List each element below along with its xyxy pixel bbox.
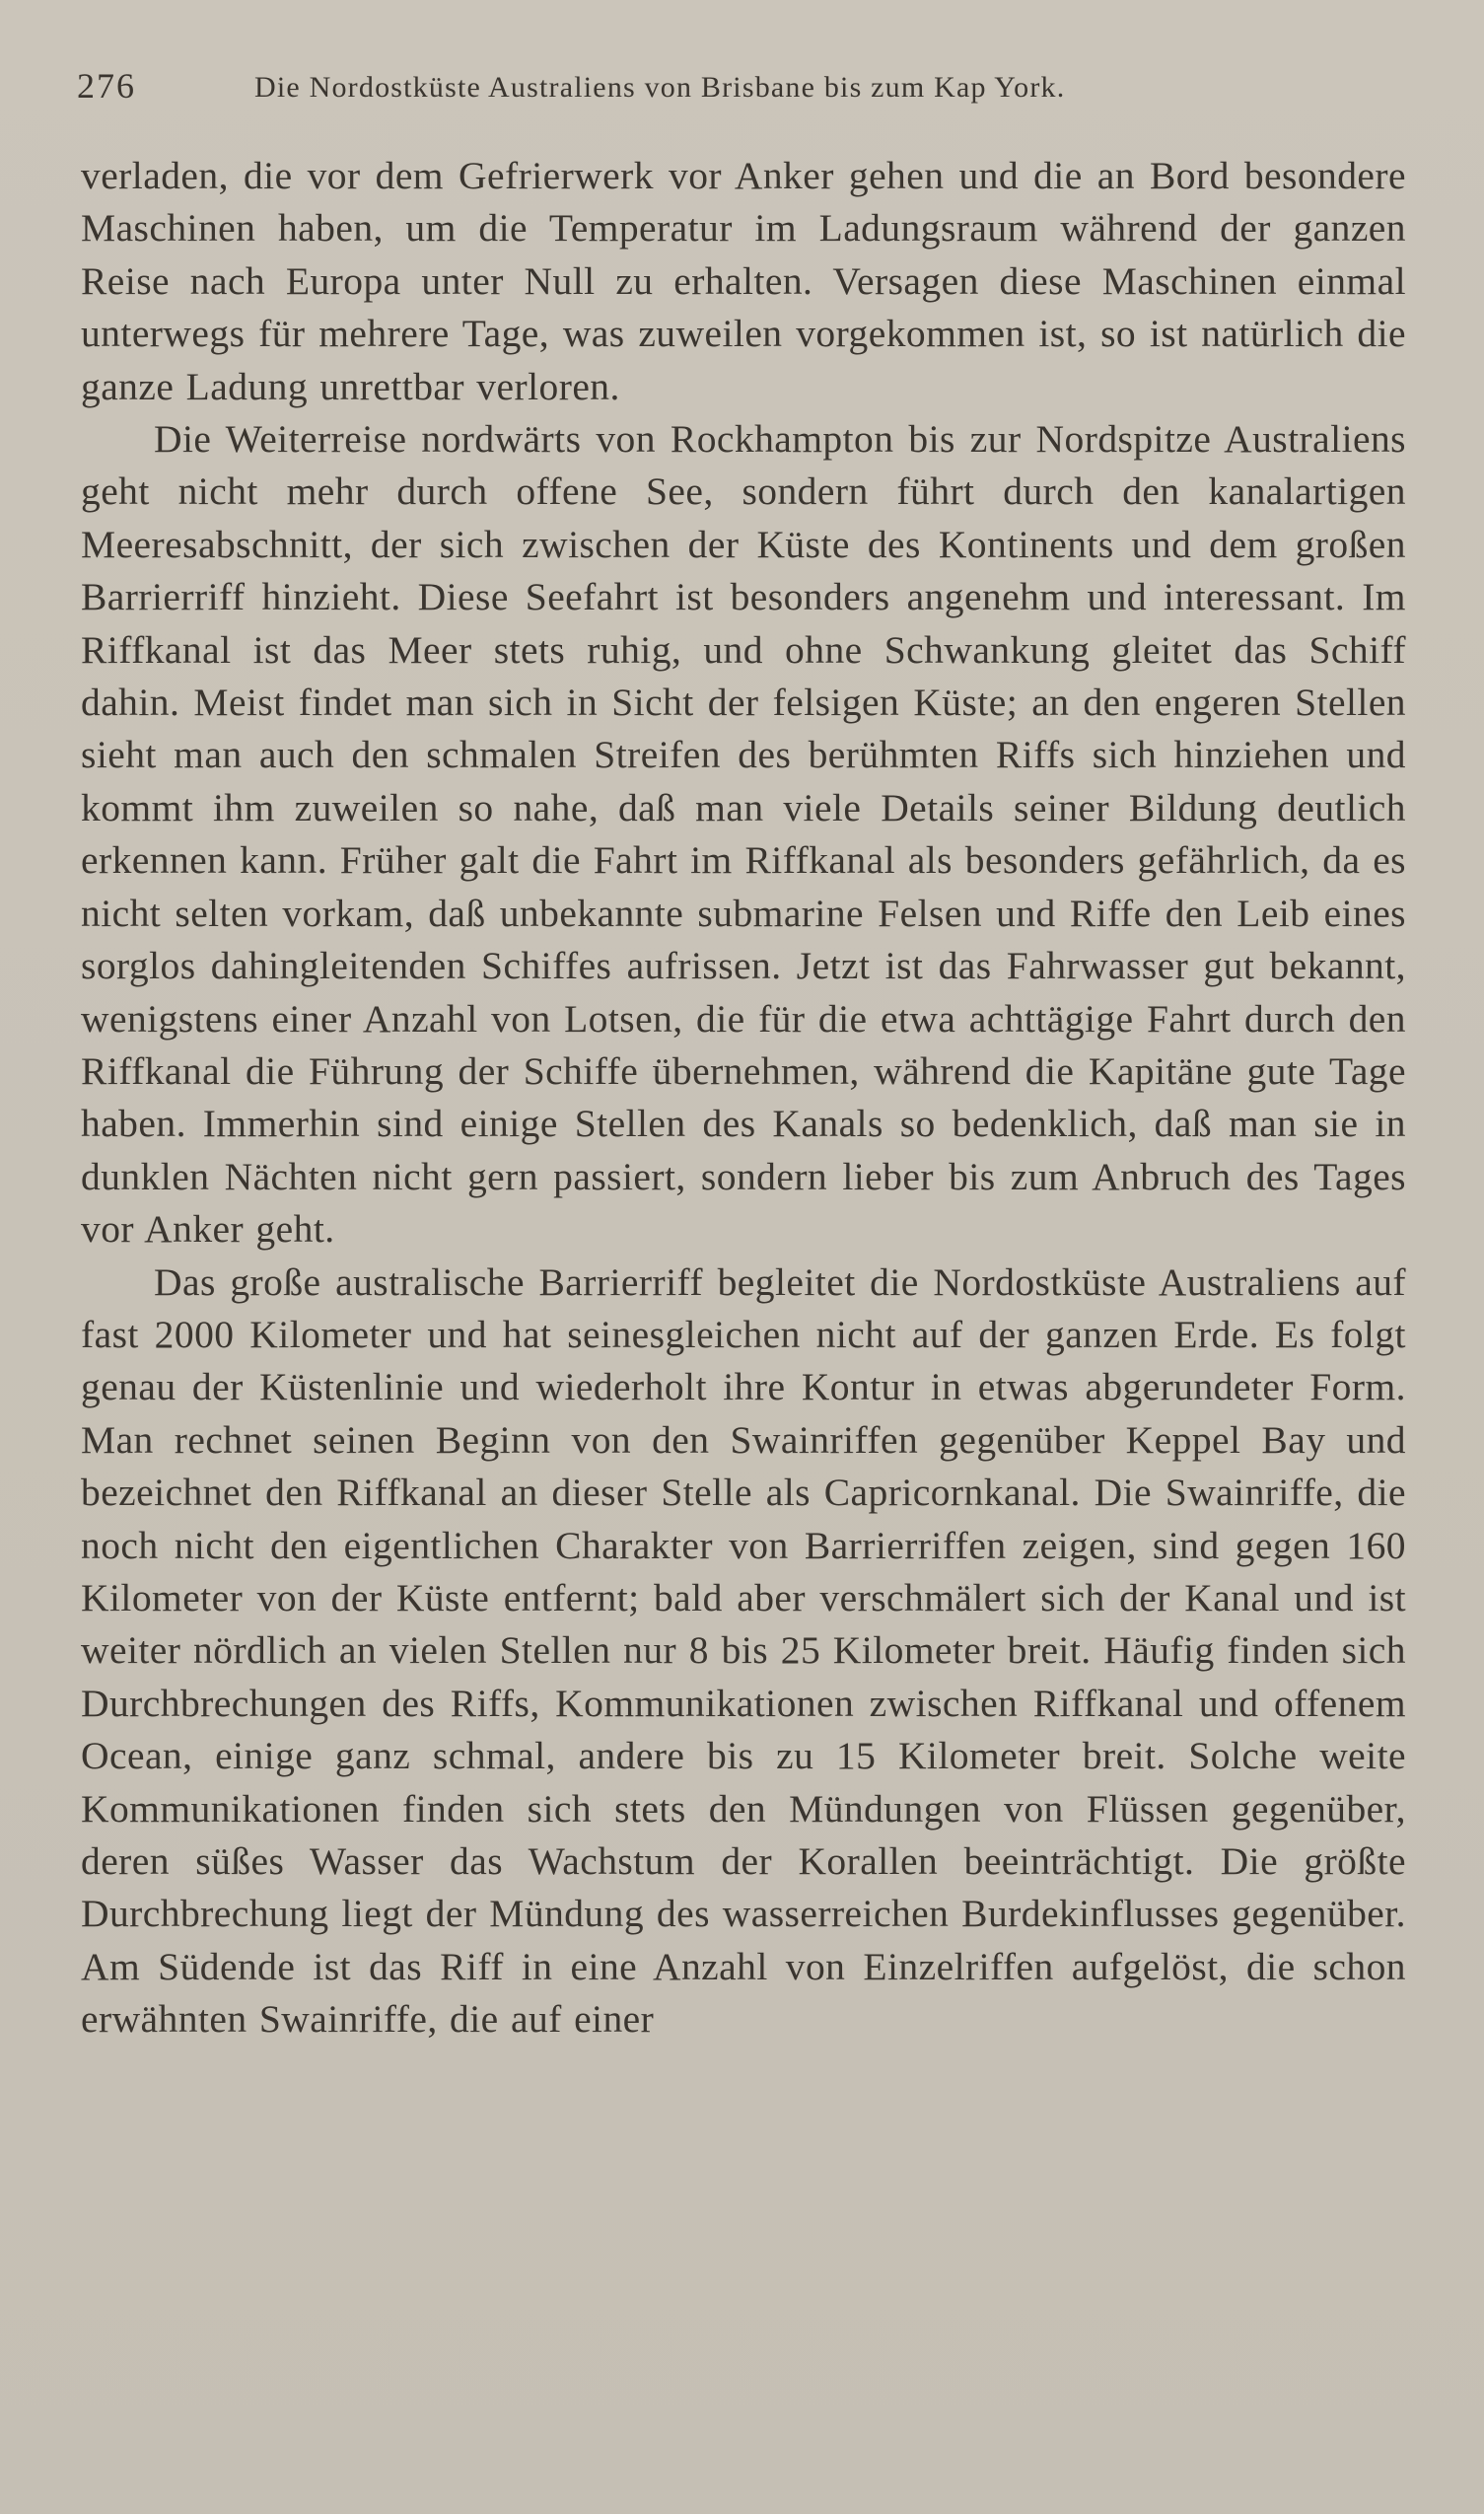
running-head [77, 65, 1408, 114]
page-number: 276 [77, 66, 136, 106]
paragraph-2: Die Weiterreise nordwärts von Rockhampton bis zur Nordspitze Australiens geht nicht mehr durch offene See, sondern führt durch den kanalartigen Meeresabschnitt, der sich zwischen der Küste des Kontinents und dem großen Barrierriff hinzieht. Diese Seefahrt ist besonders angenehm und interessant. Im Riffkanal ist das Meer stets ruhig, und ohne Schwankung gleitet das Schiff dahin. Meist findet man sich in Sicht der felsigen Küste; an den engeren Stellen sieht man auch den schmalen Streifen des berühmten Riffs sich hinziehen und kommt ihm zuweilen so nahe, daß man viele Details seiner Bildung deutlich erkennen kann. Früher galt die Fahrt im Riffkanal als besonders gefährlich, da es nicht selten vorkam, daß unbekannte submarine Felsen und Riffe den Leib eines sorglos dahingleitenden Schiffes aufrissen. Jetzt ist das Fahrwasser gut bekannt, wenigstens einer Anzahl von Lotsen, die für die etwa achttägige Fahrt durch den Riffkanal die Führung der Schiffe übernehmen, während die Kapitäne gute Tage haben. Immerhin sind einige Stellen des Kanals so bedenklich, daß man sie in dunklen Nächten nicht gern passiert, sondern lieber bis zum Anbruch des Tages vor Anker geht. [81, 417, 1406, 1252]
paragraph-3: Das große australische Barrierriff begleitet die Nordostküste Australiens auf fast 2000 Kilometer und hat seinesgleichen nicht auf der ganzen Erde. Es folgt genau der Küstenlinie und wiederholt ihre Kontur in etwas abgerundeter Form. Man rechnet seinen Beginn von den Swainriffen gegenüber Keppel Bay und bezeichnet den Riffkanal an dieser Stelle als Capricornkanal. Die Swainriffe, die noch nicht den eigentlichen Charakter von Barrierriffen zeigen, sind gegen 160 Kilometer von der Küste entfernt; bald aber verschmälert sich der Kanal und ist weiter nördlich an vielen Stellen nur 8 bis 25 Kilometer breit. Häufig finden sich Durchbrechungen des Riffs, Kommunikationen zwischen Riffkanal und offenem Ocean, einige ganz schmal, andere bis zu 15 Kilometer breit. Solche weite Kommunikationen finden sich stets den Mündungen von Flüssen gegenüber, deren süßes Wasser das Wachstum der Korallen beeinträchtigt. Die größte Durchbrechung liegt der Mündung des wasserreichen Burdekinflusses gegenüber. Am Südende ist das Riff in eine Anzahl von Einzelriffen aufgelöst, die schon erwähnten Swainriffe, die auf einer [81, 1259, 1406, 2042]
paragraph-1: verladen, die vor dem Gefrierwerk vor Anker gehen und die an Bord besondere Maschinen haben, um die Temperatur im Ladungsraum während der ganzen Reise nach Europa unter Null zu erhalten. Versagen diese Maschinen einmal unterwegs für mehrere Tage, was zuweilen vorgekommen ist, so ist natürlich die ganze Ladung unrettbar verloren. [81, 154, 1406, 408]
body-text [81, 150, 1406, 2047]
running-title: Die Nordostküste Australiens von Brisbane bis zum Kap York. [254, 71, 1066, 104]
